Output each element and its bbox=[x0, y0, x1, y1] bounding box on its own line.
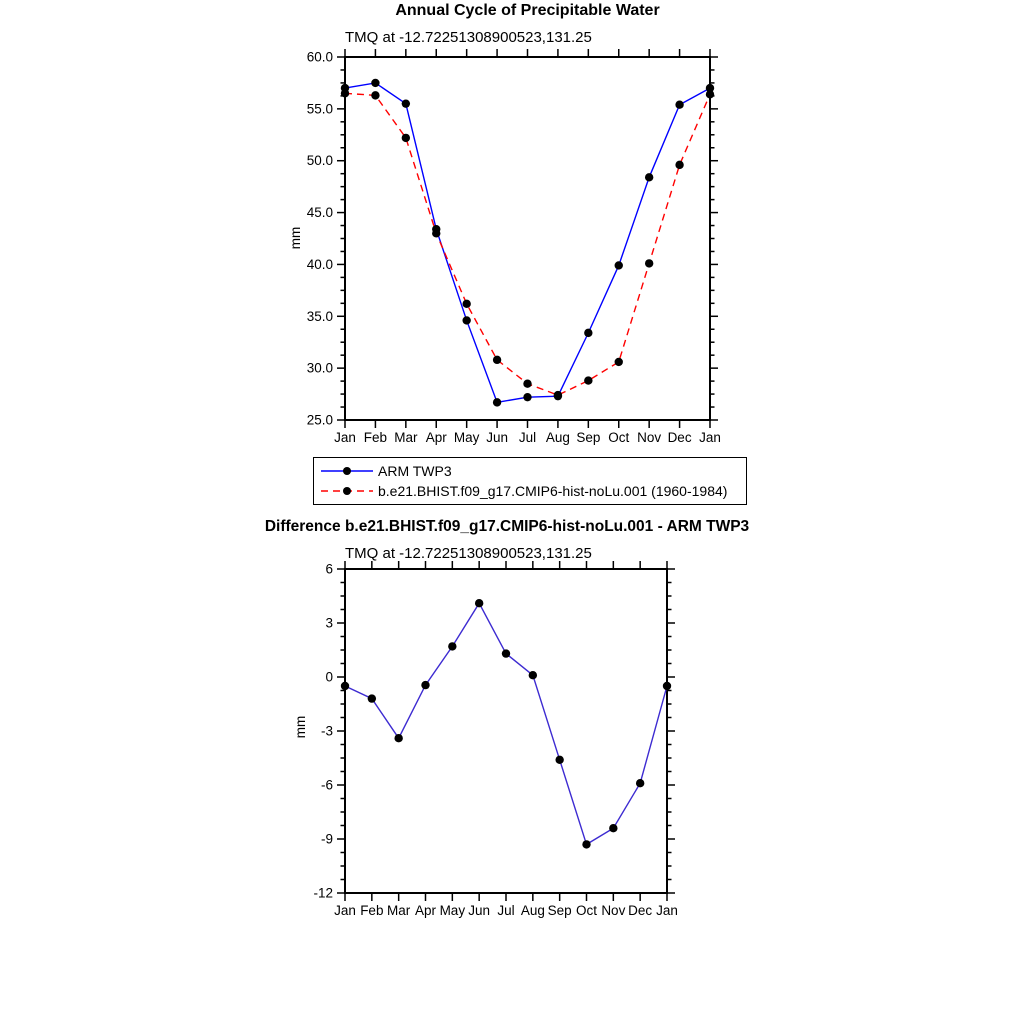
annual-cycle-plot bbox=[270, 44, 770, 454]
data-point-marker bbox=[645, 259, 653, 267]
x-tick-label: Apr bbox=[414, 903, 437, 918]
x-tick-label: Nov bbox=[637, 430, 662, 445]
y-tick-label: 3 bbox=[325, 615, 333, 631]
x-tick-label: Nov bbox=[601, 903, 626, 918]
x-tick-label: Dec bbox=[667, 430, 692, 445]
y-tick-label: 50.0 bbox=[306, 153, 333, 169]
y-tick-label: -6 bbox=[320, 777, 333, 793]
data-point-marker bbox=[432, 229, 440, 237]
legend-line-sample-solid bbox=[318, 465, 376, 477]
y-tick-label: 0 bbox=[325, 669, 333, 685]
x-tick-label: Jan bbox=[699, 430, 721, 445]
x-tick-label: May bbox=[453, 430, 480, 445]
legend-item-model bbox=[318, 481, 746, 501]
legend-label: b.e21.BHIST.f09_g17.CMIP6-hist-noLu.001 (1960-1984) bbox=[378, 483, 728, 500]
y-axis-label: mm bbox=[293, 715, 308, 739]
data-point-marker bbox=[394, 734, 402, 742]
data-point-marker bbox=[554, 391, 562, 399]
y-tick-label: -9 bbox=[320, 831, 333, 847]
chart-title: Annual Cycle of Precipitable Water bbox=[395, 2, 660, 19]
data-point-marker bbox=[636, 779, 644, 787]
y-tick-label: 30.0 bbox=[306, 360, 333, 376]
data-point-marker bbox=[493, 356, 501, 364]
data-point-marker bbox=[615, 358, 623, 366]
data-point-marker bbox=[523, 393, 531, 401]
data-point-marker bbox=[645, 173, 653, 181]
data-point-marker bbox=[462, 316, 470, 324]
data-point-marker bbox=[402, 99, 410, 107]
data-point-marker bbox=[706, 90, 714, 98]
y-tick-label: 55.0 bbox=[306, 101, 333, 117]
x-tick-label: Sep bbox=[576, 430, 601, 445]
x-tick-label: Oct bbox=[575, 903, 598, 918]
x-tick-label: Jan bbox=[656, 903, 678, 918]
data-point-marker bbox=[502, 649, 510, 657]
x-tick-label: May bbox=[439, 903, 466, 918]
data-point-marker bbox=[529, 671, 537, 679]
legend-marker-dot bbox=[343, 487, 351, 495]
x-tick-label: Sep bbox=[547, 903, 572, 918]
x-tick-label: Dec bbox=[628, 903, 653, 918]
x-tick-label: Jun bbox=[468, 903, 491, 918]
data-point-marker bbox=[523, 380, 531, 388]
plot-frame bbox=[345, 57, 710, 420]
x-tick-label: Aug bbox=[545, 430, 570, 445]
y-tick-label: -3 bbox=[320, 723, 333, 739]
data-point-marker bbox=[663, 682, 671, 690]
y-tick-label: 25.0 bbox=[306, 412, 333, 428]
legend-label: ARM TWP3 bbox=[378, 462, 452, 479]
y-axis-label: mm bbox=[288, 226, 303, 250]
legend-marker-dot bbox=[343, 467, 351, 475]
x-tick-label: Apr bbox=[425, 430, 447, 445]
data-point-marker bbox=[475, 599, 483, 607]
data-point-marker bbox=[371, 91, 379, 99]
y-tick-label: 6 bbox=[325, 561, 333, 577]
x-tick-label: Jan bbox=[334, 430, 356, 445]
data-point-marker bbox=[341, 682, 349, 690]
series-line bbox=[345, 93, 710, 395]
data-point-marker bbox=[555, 756, 563, 764]
x-tick-label: Feb bbox=[363, 430, 388, 445]
x-tick-label: Mar bbox=[394, 430, 418, 445]
data-point-marker bbox=[462, 300, 470, 308]
data-point-marker bbox=[609, 824, 617, 832]
chart-title: Difference b.e21.BHIST.f09_g17.CMIP6-hist-noLu.001 - ARM TWP3 bbox=[264, 518, 750, 535]
x-tick-label: Jul bbox=[497, 903, 515, 918]
data-point-marker bbox=[402, 134, 410, 142]
axis-ticks bbox=[337, 561, 675, 901]
data-point-marker bbox=[582, 840, 590, 848]
chart-subtitle: TMQ at -12.72251308900523,131.25 bbox=[345, 545, 592, 562]
axis-tick-labels bbox=[307, 50, 721, 446]
series-line bbox=[345, 603, 667, 844]
data-point-marker bbox=[615, 261, 623, 269]
y-tick-label: 60.0 bbox=[306, 49, 333, 65]
y-tick-label: 45.0 bbox=[306, 205, 333, 221]
x-tick-label: Feb bbox=[360, 903, 384, 918]
x-tick-label: Jul bbox=[518, 430, 537, 445]
data-point-marker bbox=[584, 376, 592, 384]
axis-tick-labels bbox=[313, 562, 677, 919]
x-tick-label: Jun bbox=[486, 430, 508, 445]
data-point-marker bbox=[448, 642, 456, 650]
data-point-marker bbox=[675, 101, 683, 109]
axis-ticks bbox=[337, 49, 718, 428]
data-point-marker bbox=[341, 89, 349, 97]
y-tick-label: -12 bbox=[313, 885, 333, 901]
x-tick-label: Mar bbox=[387, 903, 411, 918]
chart-subtitle: TMQ at -12.72251308900523,131.25 bbox=[345, 29, 592, 46]
x-tick-label: Jan bbox=[334, 903, 356, 918]
legend bbox=[313, 457, 747, 505]
data-point-marker bbox=[675, 161, 683, 169]
y-tick-label: 35.0 bbox=[306, 308, 333, 324]
data-point-marker bbox=[421, 681, 429, 689]
data-point-marker bbox=[368, 694, 376, 702]
data-point-marker bbox=[584, 329, 592, 337]
x-tick-label: Aug bbox=[520, 903, 545, 918]
data-point-marker bbox=[493, 398, 501, 406]
data-point-marker bbox=[371, 79, 379, 87]
y-tick-label: 40.0 bbox=[306, 256, 333, 272]
legend-item-arm-twp3 bbox=[318, 461, 746, 481]
x-tick-label: Oct bbox=[608, 430, 630, 445]
legend-line-sample-dashed bbox=[318, 485, 376, 497]
difference-plot bbox=[270, 557, 720, 932]
